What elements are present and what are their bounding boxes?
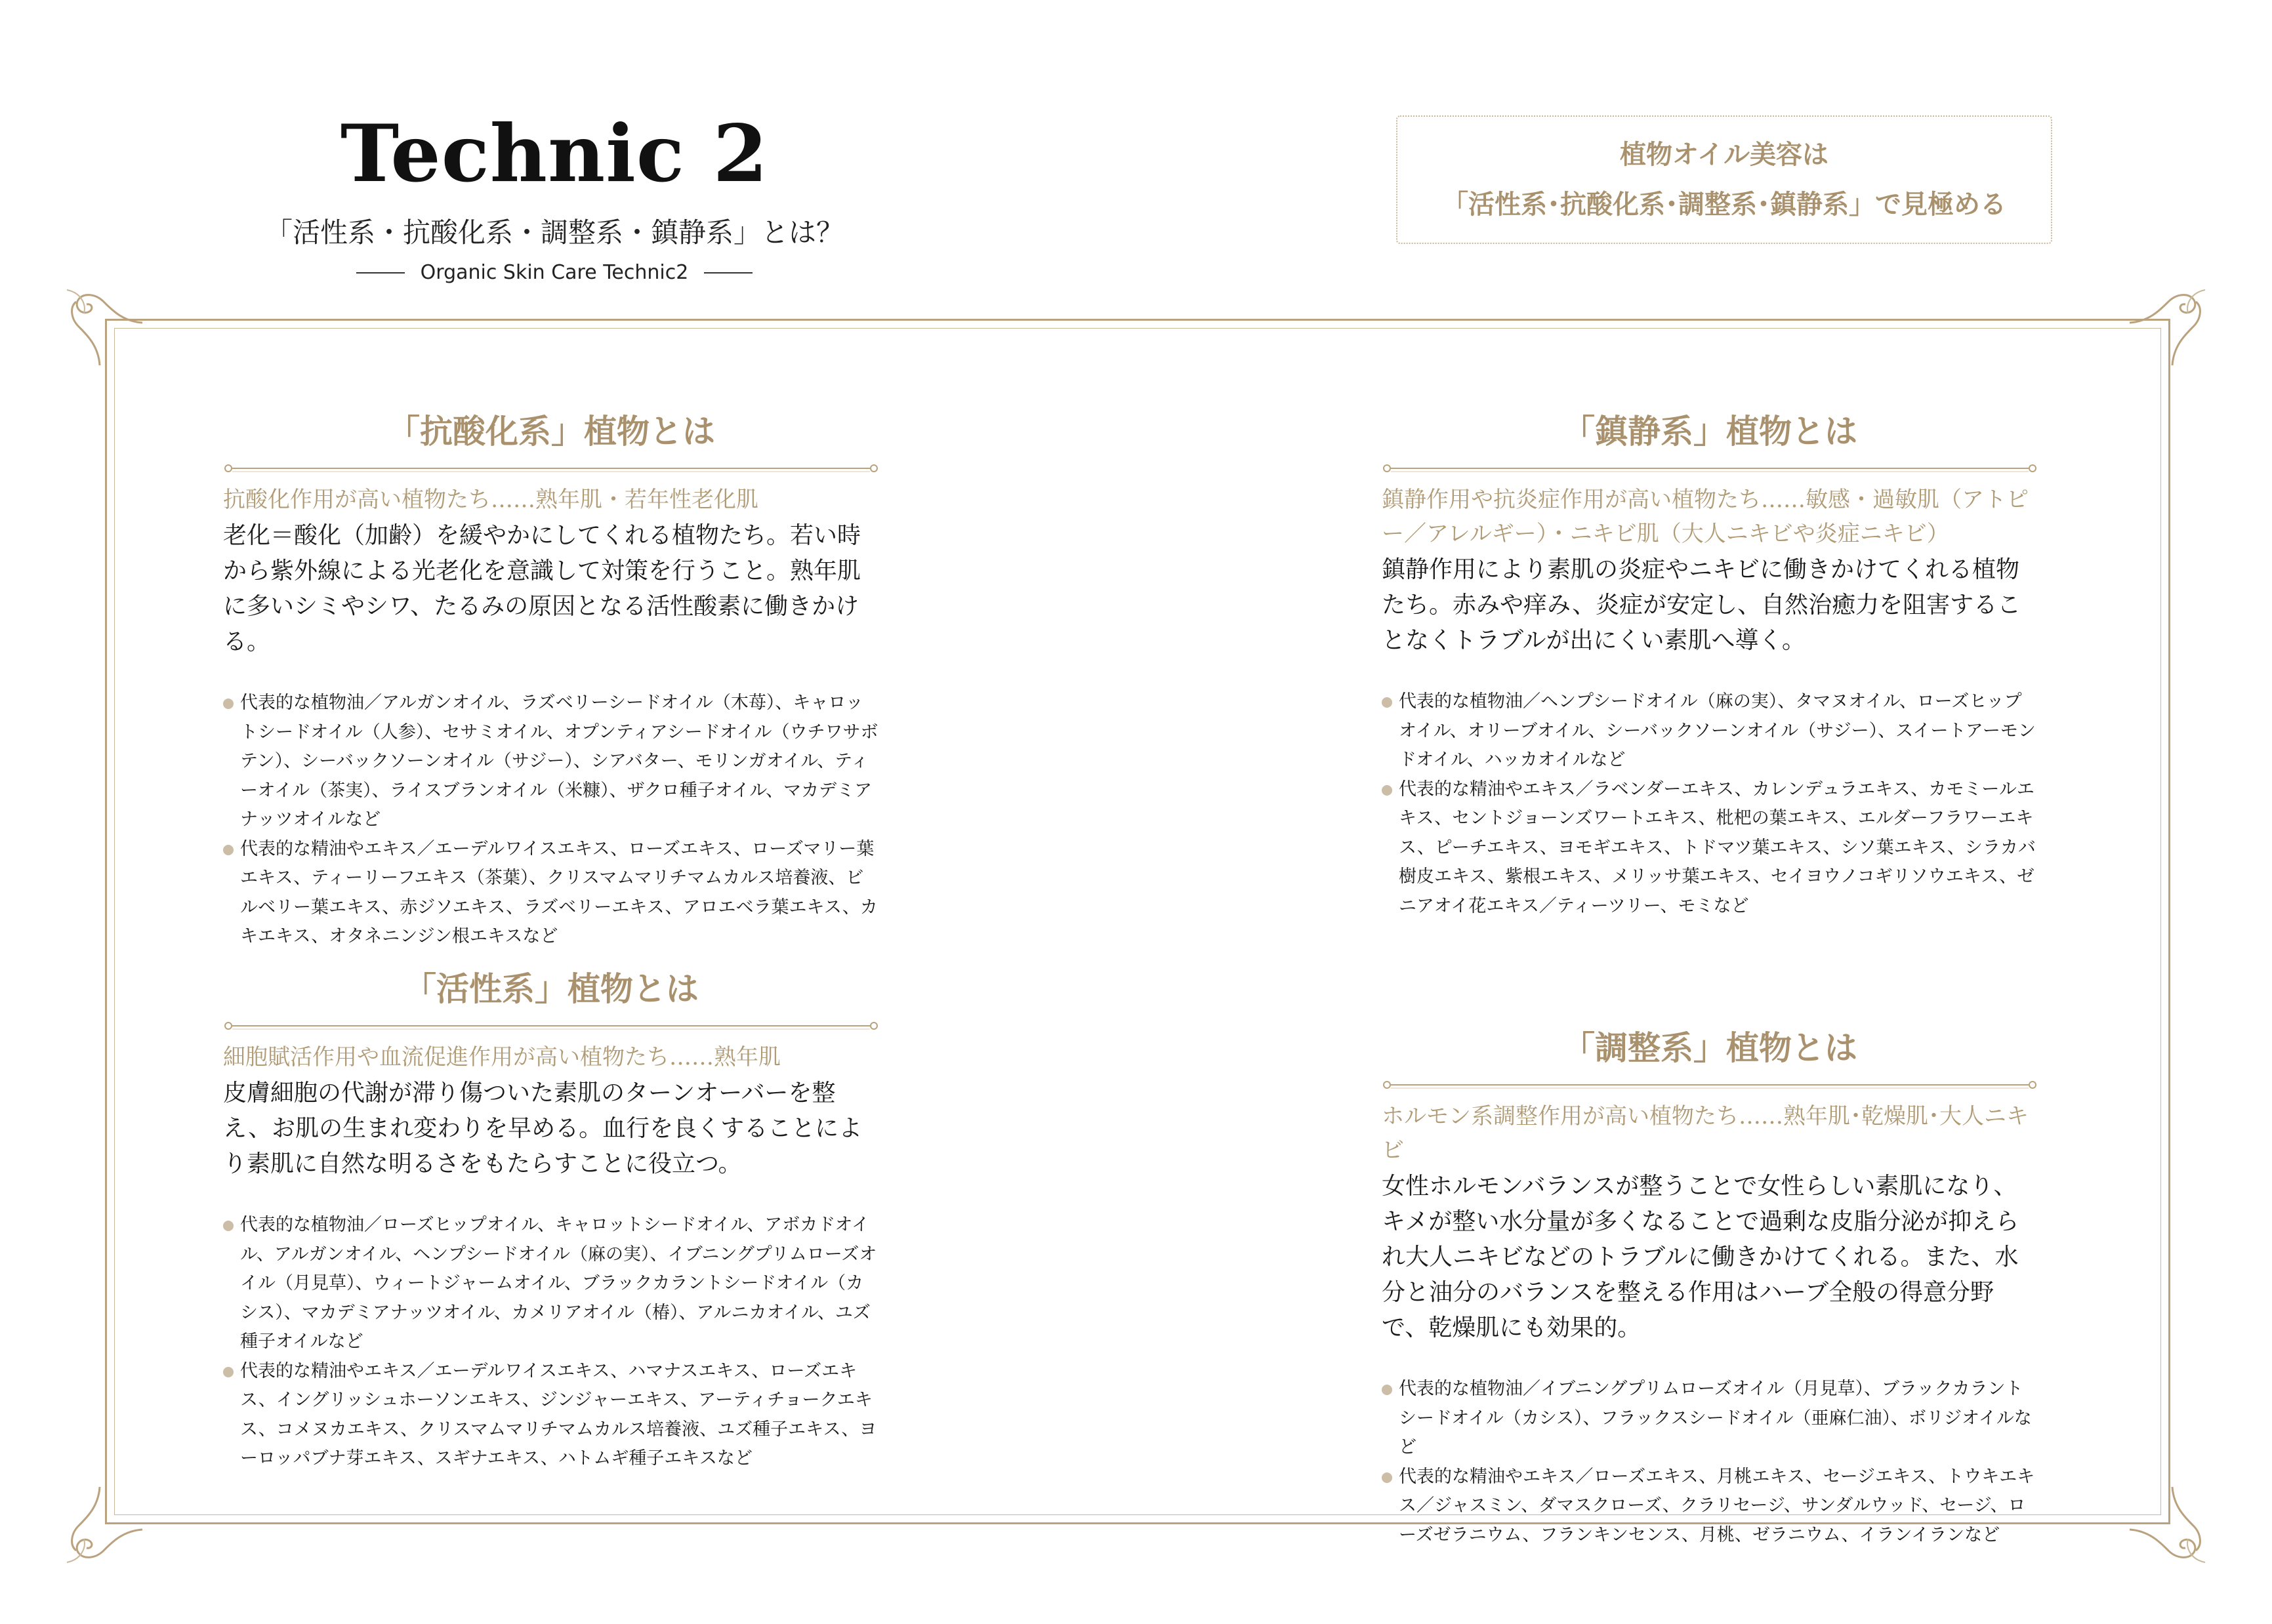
section-lead: 細胞賦活作用や血流促進作用が高い植物たち……熟年肌	[223, 1044, 781, 1070]
list-item	[223, 689, 879, 835]
section-calming	[1382, 411, 2038, 921]
section-heading: 「鎮静系」植物とは	[1562, 412, 1857, 451]
section-antioxidant	[223, 411, 879, 952]
page-subtitle: 「活性系・抗酸化系・調整系・鎮静系」とは？	[264, 216, 844, 249]
bullet-list	[1382, 687, 2038, 921]
tagline	[354, 261, 754, 284]
list-item-text: 代表的な精油やエキス／エーデルワイスエキス、ハマナスエキス、ローズエキス、イングリッシュホーソンエキス、ジンジャーエキス、アーティチョークエキス、コメヌカエキス、クリスマムマリチマムカルス培養液、ユズ種子エキス、ヨーロッパブナ芽エキス、スギナエキス、ハトムギ種子エキスなど	[240, 1360, 877, 1469]
section-body: 皮膚細胞の代謝が滞り傷ついた素肌のターンオーバーを整え、お肌の生まれ変わりを早める。血行を良くすることにより素肌に自然な明るさをもたらすことに役立つ。	[223, 1080, 863, 1177]
section-lead: 鎮静作用や抗炎症作用が高い植物たち……敏感・過敏肌（アトピー／アレルギー）・ニキビ肌（大人ニキビや炎症ニキビ）	[1382, 487, 2029, 547]
ornamental-rule-icon	[223, 462, 879, 475]
page-title: Technic 2	[340, 108, 769, 200]
section-heading: 「活性系」植物とは	[403, 969, 699, 1008]
section-active	[223, 968, 879, 1474]
tagline-dash-left	[356, 272, 405, 274]
bullet-list	[223, 1211, 879, 1474]
ornamental-rule-icon	[223, 1019, 879, 1032]
bullet-dot-icon	[1382, 1385, 1392, 1395]
list-item	[1382, 1375, 2038, 1463]
section-heading: 「調整系」植物とは	[1562, 1028, 1857, 1067]
list-item-text: 代表的な精油やエキス／エーデルワイスエキス、ローズエキス、ローズマリー葉エキス、ティーリーフエキス（茶葉）、クリスマムマリチマムカルス培養液、ビルベリー葉エキス、赤ジソエキス、ラズベリーエキス、アロエベラ葉エキス、カキエキス、オタネニンジン根エキスなど	[240, 838, 878, 946]
bullet-dot-icon	[223, 845, 234, 855]
list-item-text: 代表的な植物油／ヘンプシードオイル（麻の実）、タマヌオイル、ローズヒップオイル、オリーブオイル、シーバックソーンオイル（サジー）、スイートアーモンドオイル、ハッカオイルなど	[1399, 691, 2036, 770]
ornamental-rule-icon	[1382, 462, 2038, 475]
section-lead: 抗酸化作用が高い植物たち……熟年肌・若年性老化肌	[223, 487, 758, 513]
tagline-text: Organic Skin Care Technic2	[420, 261, 689, 284]
bullet-dot-icon	[223, 1221, 234, 1231]
tagline-dash-right	[704, 272, 753, 274]
list-item	[1382, 687, 2038, 775]
list-item	[223, 1211, 879, 1357]
bullet-dot-icon	[223, 1367, 234, 1377]
list-item	[1382, 775, 2038, 922]
corner-flourish-icon	[2126, 1484, 2212, 1569]
list-item-text: 代表的な精油やエキス／ラベンダーエキス、カレンデュラエキス、カモミールエキス、セントジョーンズワートエキス、枇杷の葉エキス、エルダーフラワーエキス、ピーチエキス、ヨモギエキス、トドマツ葉エキス、シソ葉エキス、シラカバ樹皮エキス、紫根エキス、メリッサ葉エキス、セイヨウノコギリソウエキス、ゼニアオイ花エキス／ティーツリー、モミなど	[1399, 779, 2036, 916]
callout-box	[1396, 115, 2052, 244]
list-item-text: 代表的な植物油／イブニングプリムローズオイル（月見草）、ブラックカラントシードオイル（カシス）、フラックスシードオイル（亜麻仁油）、ボリジオイルなど	[1399, 1379, 2032, 1457]
bullet-dot-icon	[1382, 1472, 1392, 1483]
corner-flourish-icon	[2126, 283, 2212, 369]
section-body: 老化＝酸化（加齢）を緩やかにしてくれる植物たち。若い時から紫外線による光老化を意識して対策を行うこと。熟年肌に多いシミやシワ、たるみの原因となる活性酸素に働きかける。	[223, 522, 861, 655]
corner-flourish-icon	[60, 283, 146, 369]
section-body: 鎮静作用により素肌の炎症やニキビに働きかけてくれる植物たち。赤みや痒み、炎症が安定し、自然治癒力を阻害することなくトラブルが出にくい素肌へ導く。	[1382, 556, 2021, 654]
section-body: 女性ホルモンバランスが整うことで女性らしい素肌になり、キメが整い水分量が多くなることで過剰な皮脂分泌が抑えられ大人ニキビなどのトラブルに働きかけてくれる。また、水分と油分のバランスを整える作用はハーブ全般の得意分野で、乾燥肌にも効果的。	[1382, 1173, 2019, 1341]
callout-line-2: 「活性系･抗酸化系･調整系･鎮静系」で見極める	[1442, 189, 2006, 220]
bullet-dot-icon	[1382, 697, 1392, 708]
ornamental-rule-icon	[1382, 1078, 2038, 1091]
section-heading: 「抗酸化系」植物とは	[387, 412, 715, 451]
corner-flourish-icon	[60, 1484, 146, 1569]
list-item-text: 代表的な精油やエキス／ローズエキス、月桃エキス、セージエキス、トウキエキス／ジャスミン、ダマスクローズ、クラリセージ、サンダルウッド、セージ、ローズゼラニウム、フランキンセンス、月桃、ゼラニウム、イランイランなど	[1399, 1466, 2035, 1545]
bullet-list	[223, 689, 879, 952]
callout-line-1: 植物オイル美容は	[1620, 139, 1828, 170]
bullet-dot-icon	[223, 699, 234, 709]
bullet-dot-icon	[1382, 785, 1392, 796]
section-regulating	[1382, 1027, 2038, 1550]
list-item	[223, 1357, 879, 1474]
bullet-list	[1382, 1375, 2038, 1550]
list-item-text: 代表的な植物油／アルガンオイル、ラズベリーシードオイル（木苺）、キャロットシードオイル（人参）、セサミオイル、オプンティアシードオイル（ウチワサボテン）、シーバックソーンオイル（サジー）、シアバター、モリンガオイル、ティーオイル（茶実）、ライスブランオイル（米糠）、ザクロ種子オイル、マカデミアナッツオイルなど	[240, 693, 878, 830]
section-lead: ホルモン系調整作用が高い植物たち……熟年肌･乾燥肌･大人ニキビ	[1382, 1103, 2029, 1164]
list-item	[1382, 1463, 2038, 1551]
list-item-text: 代表的な植物油／ローズヒップオイル、キャロットシードオイル、アボカドオイル、アルガンオイル、ヘンプシードオイル（麻の実）、イブニングプリムローズオイル（月見草）、ウィートジャームオイル、ブラックカラントシードオイル（カシス）、マカデミアナッツオイル、カメリアオイル（椿）、アルニカオイル、ユズ種子オイルなど	[240, 1215, 877, 1352]
list-item	[223, 835, 879, 952]
